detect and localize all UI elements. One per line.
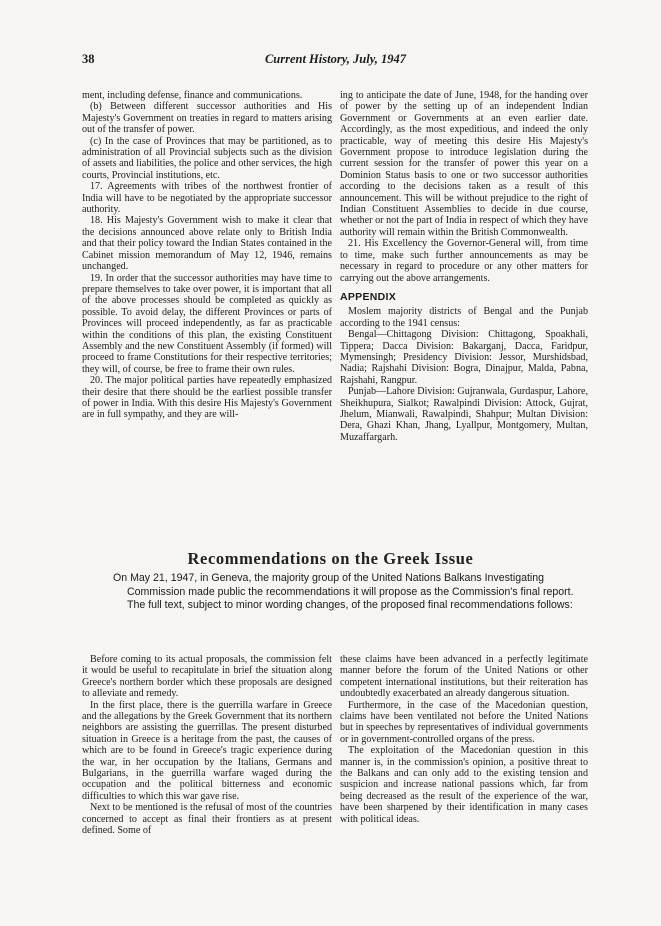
paragraph: 21. His Excellency the Governor-General will, from time to time, make such further announcements as may be necessary in regard to procedure or any other matters for carrying out the above arrangements. xyxy=(340,238,588,284)
paragraph: (b) Between different successor authorities and His Majesty's Government on treaties in regard to matters arising out of the transfer of power. xyxy=(82,101,332,136)
paragraph: ment, including defense, finance and communications. xyxy=(82,90,303,101)
section-heading: Recommendations on the Greek Issue xyxy=(187,549,474,568)
running-header xyxy=(82,52,589,70)
lower-right-column xyxy=(340,654,588,825)
appendix-paragraph: Punjab—Lahore Division: Gujranwala, Gurdaspur, Lahore, Sheikhupura, Sialkot; Rawalpindi Division: Attock, Gujrat, Jhelum, Mianwali, Rawalpindi, Shahpur; Multan Division: Dera, Ghazi Khan, Jhang, Lyallpur, Montgomery, Multan, Muzaffargarh. xyxy=(340,386,588,443)
paragraph: these claims have been advanced in a perfectly legitimate manner before the forum of the United Nations or other competent international institutions, but their reiteration has undoubtedly exacerbated an already dangerous situation. xyxy=(340,654,588,700)
paragraph: (c) In the case of Provinces that may be partitioned, as to administration of all Provincial subjects such as the division of assets and liabilities, the police and other services, the high courts, Provincial institutions, etc. xyxy=(82,135,332,181)
section-intro: On May 21, 1947, in Geneva, the majority group of the United Nations Balkans Investigating Commission made public the recommendations it will propose as the Commission's final report. The full text, subject to minor wording changes, of the proposed final recommendations follows: xyxy=(113,572,574,612)
paragraph: The exploitation of the Macedonian question in this manner is, in the commission's opinion, a positive threat to the Balkans and can only add to the existing tension and suspicion and increase national passions which, far from being decreased as the result of the experience of the war, have been sharpened by their identification in many cases with political ideas. xyxy=(340,745,588,825)
paragraph: 18. His Majesty's Government wish to make it clear that the decisions announced above relate only to British India and that their policy toward the Indian States contained in the Cabinet mission memorandum of May 12, 1946, remains unchanged. xyxy=(82,215,332,273)
paragraph: Furthermore, in the case of the Macedonian question, claims have been ventilated not before the United Nations but in speeches by representatives of individual governments or in government-controlled organs of the press. xyxy=(340,699,588,745)
upper-right-column xyxy=(340,90,588,443)
appendix-heading: APPENDIX xyxy=(340,290,397,303)
running-title: Current History, July, 1947 xyxy=(264,52,407,66)
page-number: 38 xyxy=(82,52,95,66)
paragraph: ing to anticipate the date of June, 1948, for the handing over of power by the setting up of an independent Indian Government or Governments at an even earlier date. Accordingly, as the most expeditious, and indeed the only practicable, way of meeting this desire His Majesty's Government propose to introduce legislation during the current session for the transfer of power this year on a Dominion Status basis to one or two successor authorities according to the decisions taken as a result of this announcement. This will be without prejudice to the right of Indian Constituent Assemblies to decide in due course, whether or not the part of India in respect of which they have authority will remain within the British Commonwealth. xyxy=(340,90,588,238)
appendix-paragraph: Moslem majority districts of Bengal and the Punjab according to the 1941 census: xyxy=(340,306,588,329)
paragraph: In the first place, there is the guerrilla warfare in Greece and the allegations by the Greek Government that its northern neighbors are assisting the guerrillas. The present disturbed situation in Greece is a heritage from the past, the causes of which are to be found in Greece's tragic experience during the war, in her occupation by the Italians, Germans and Bulgarians, in the guerrilla warfare waged during the occupation and the political bitterness and economic difficulties to which this war gave rise. xyxy=(82,699,332,802)
paragraph: 17. Agreements with tribes of the northwest frontier of India will have to be negotiated by the appropriate successor authority. xyxy=(82,181,332,216)
upper-left-column xyxy=(82,90,332,421)
paragraph: Before coming to its actual proposals, the commission felt it would be useful to recapitulate in brief the situation along Greece's northern border which these proposals are designed to alleviate and remedy. xyxy=(82,654,332,700)
paragraph: 20. The major political parties have repeatedly emphasized their desire that there should be the earliest possible transfer of power in India. With this desire His Majesty's Government are in full sympathy, and they are will- xyxy=(82,375,332,421)
paragraph: Next to be mentioned is the refusal of most of the countries concerned to accept as final their frontiers as at present defined. Some of xyxy=(82,802,332,837)
lower-left-column xyxy=(82,654,332,837)
paragraph: 19. In order that the successor authorities may have time to prepare themselves to take over power, it is important that all of the above processes should be completed as quickly as possible. To avoid delay, the different Provinces or parts of Provinces will proceed independently, as far as practicable within the conditions of this plan, the existing Constituent Assembly and the new Constituent Assembly (if formed) will proceed to frame Constitutions for their respective territories; they will, of course, be free to frame their own rules. xyxy=(82,272,332,375)
appendix-paragraph: Bengal—Chittagong Division: Chittagong, Spoakhali, Tippera; Dacca Division: Bakarganj, Dacca, Faridpur, Mymensingh; Presidency Division: Jessor, Murshidsbad, Nadia; Rajshahi Division: Bogra, Dinajpur, Malda, Pabna, Rajshahi, Rangpur. xyxy=(340,329,588,386)
